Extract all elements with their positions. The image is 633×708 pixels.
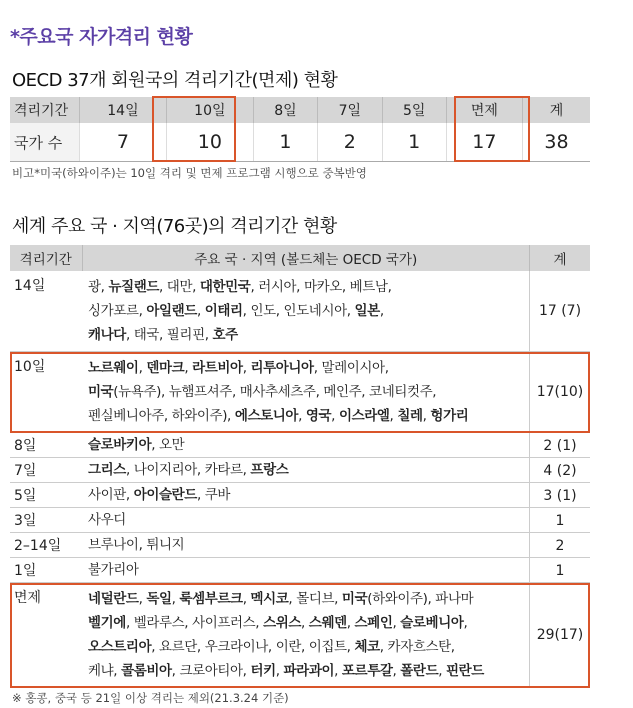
total-cell: 2 (1) [530, 433, 591, 458]
country-text: , [463, 615, 468, 631]
oecd-country-text: 리투아니아 [250, 360, 314, 376]
country-line [88, 356, 523, 380]
country-text: , 대만, [159, 279, 200, 295]
country-text: , 인도, 인도네시아, [242, 303, 355, 319]
country-text: 사우디 [88, 512, 126, 528]
oecd-value: 1 [253, 123, 317, 162]
oecd-row-header: 격리기간 [10, 97, 80, 123]
oecd-country-text: 독일 [146, 591, 172, 607]
country-line [88, 535, 523, 555]
oecd-country-text: 아일랜드 [146, 303, 197, 319]
oecd-country-text: 터키 [250, 663, 276, 679]
countries-cell [82, 558, 530, 583]
country-text: , 쿠바 [196, 487, 231, 503]
oecd-country-text: 뉴질랜드 [108, 279, 160, 295]
oecd-country-text: 아이슬란드 [133, 487, 197, 503]
oecd-col-header: 8일 [253, 97, 317, 123]
table-row [10, 352, 590, 433]
period-cell: 2–14일 [10, 533, 82, 558]
total-cell: 29(17) [530, 583, 591, 688]
country-line [88, 635, 523, 659]
country-text: , [242, 591, 251, 607]
oecd-country-text: 노르웨이 [88, 360, 139, 376]
oecd-country-text: 라트비아 [192, 360, 243, 376]
country-text: (뉴욕주), 뉴햄프셔주, 매사추세츠주, 메인주, 코네티컷주, [113, 384, 437, 400]
table-row [10, 433, 590, 458]
total-cell: 4 (2) [530, 458, 591, 483]
country-text: , [422, 408, 431, 424]
oecd-country-text: 콜롬비아 [121, 663, 172, 679]
oecd-country-text: 룩셈부르크 [179, 591, 243, 607]
country-text: , 벨라루스, 사이프러스, [125, 615, 264, 631]
table-row [10, 458, 590, 483]
oecd-country-text: 이태리 [204, 303, 243, 319]
countries-cell [82, 533, 530, 558]
country-text: 사이판, [88, 487, 134, 503]
country-text: , 카자흐스탄, [379, 639, 455, 655]
country-line [88, 485, 523, 505]
oecd-country-text: 헝가리 [430, 408, 469, 424]
period-cell: 10일 [10, 352, 82, 433]
country-text: , [346, 615, 355, 631]
country-text: 광, [88, 279, 109, 295]
world-header-row [10, 245, 590, 271]
oecd-col-header: 계 [522, 97, 590, 123]
oecd-country-text: 슬로바키아 [88, 437, 152, 453]
country-text: , 오만 [151, 437, 185, 453]
oecd-value: 1 [382, 123, 446, 162]
country-line [88, 380, 523, 404]
footnote: ※ 홍콩, 중국 등 21일 이상 격리는 제외(21.3.24 기준) [12, 691, 289, 705]
oecd-country-text: 파라과이 [283, 663, 335, 679]
oecd-country-text: 영국 [305, 408, 332, 424]
country-text: , [389, 408, 398, 424]
country-text: , [184, 360, 193, 376]
countries-cell [82, 583, 530, 688]
oecd-country-text: 대한민국 [199, 279, 251, 295]
table-row [10, 271, 590, 352]
total-cell: 1 [530, 508, 591, 533]
country-text: , 요르단, 우크라이나, 이란, 이집트, [151, 639, 355, 655]
page-title: *주요국 자가격리 현황 [10, 26, 193, 48]
total-cell: 17(10) [530, 352, 591, 433]
table-row [10, 483, 590, 508]
total-cell: 1 [530, 558, 591, 583]
oecd-country-text: 에스토니아 [234, 408, 299, 424]
countries-cell [82, 458, 530, 483]
table-row [10, 583, 590, 688]
country-text: , 크로아티아, [171, 663, 251, 679]
country-text: (하와이주), 파나마 [367, 591, 474, 607]
country-line [88, 299, 523, 323]
oecd-country-text: 멕시코 [250, 591, 289, 607]
oecd-value: 7 [80, 123, 167, 162]
oecd-country-text: 칠레 [397, 408, 423, 424]
oecd-col-header: 5일 [382, 97, 446, 123]
oecd-country-text: 스페인 [354, 615, 393, 631]
oecd-country-text: 슬로베니아 [400, 615, 464, 631]
country-line [88, 560, 523, 580]
country-text: , [242, 360, 251, 376]
period-cell: 5일 [10, 483, 82, 508]
oecd-country-text: 포르투갈 [341, 663, 393, 679]
period-cell: 8일 [10, 433, 82, 458]
oecd-country-text: 일본 [354, 303, 380, 319]
countries-cell [82, 271, 530, 352]
table-row [10, 558, 590, 583]
oecd-col-header: 7일 [318, 97, 382, 123]
country-line [88, 435, 523, 455]
country-text: , [275, 663, 284, 679]
oecd-value: 38 [522, 123, 590, 162]
country-text: , [301, 615, 309, 631]
oecd-row-label: 국가 수 [10, 123, 80, 162]
country-text: , [392, 663, 401, 679]
country-line [88, 404, 523, 428]
country-text: , [298, 408, 306, 424]
country-text: , [334, 663, 342, 679]
oecd-value: 17 [446, 123, 522, 162]
table-row [10, 508, 590, 533]
country-text: , 러시아, 마카오, 베트남, [250, 279, 392, 295]
oecd-value-row [10, 123, 590, 162]
world-heading: 세계 주요 국 · 지역(76곳)의 격리기간 현황 [12, 216, 337, 237]
oecd-country-text: 미국 [88, 384, 114, 400]
countries-cell [82, 483, 530, 508]
country-text: , [138, 591, 147, 607]
country-text: , [379, 303, 384, 319]
period-cell: 14일 [10, 271, 82, 352]
oecd-country-text: 미국 [341, 591, 368, 607]
country-text: , [438, 663, 447, 679]
oecd-country-text: 덴마크 [146, 360, 185, 376]
oecd-country-text: 스위스 [263, 615, 301, 631]
country-text: 케냐, [88, 663, 122, 679]
country-text: , [331, 408, 339, 424]
country-line [88, 587, 523, 611]
country-line [88, 659, 523, 683]
world-col-header: 계 [530, 245, 591, 271]
oecd-country-text: 네덜란드 [88, 591, 139, 607]
oecd-value: 2 [318, 123, 382, 162]
period-cell: 7일 [10, 458, 82, 483]
period-cell: 1일 [10, 558, 82, 583]
oecd-header-row [10, 97, 590, 123]
oecd-col-header: 면제 [446, 97, 522, 123]
oecd-country-text: 벨기에 [88, 615, 126, 631]
country-text: , [171, 591, 180, 607]
oecd-country-text: 핀란드 [446, 663, 484, 679]
period-cell: 면제 [10, 583, 82, 688]
country-text: , [196, 303, 205, 319]
country-text: 펜실베니아주, 하와이주), [88, 408, 235, 424]
country-text: 싱가포르, [88, 303, 147, 319]
oecd-value: 10 [166, 123, 253, 162]
oecd-note: 비고*미국(하와이주)는 10일 격리 및 면제 프로그램 시행으로 중복반영 [12, 166, 367, 180]
country-text: , 몰디브, [288, 591, 342, 607]
oecd-col-header: 10일 [166, 97, 253, 123]
oecd-country-text: 스웨덴 [308, 615, 347, 631]
oecd-country-text: 체코 [354, 639, 380, 655]
oecd-country-text: 폴란드 [400, 663, 439, 679]
total-cell: 2 [530, 533, 591, 558]
country-line [88, 275, 523, 299]
country-line [88, 510, 523, 530]
oecd-country-text: 호주 [212, 327, 238, 343]
oecd-country-text: 프랑스 [250, 462, 289, 478]
period-cell: 3일 [10, 508, 82, 533]
oecd-table [10, 97, 590, 162]
countries-cell [82, 508, 530, 533]
world-col-header: 주요 국 · 지역 (볼드체는 OECD 국가) [82, 245, 530, 271]
oecd-country-text: 캐나다 [88, 327, 126, 343]
oecd-col-header: 14일 [80, 97, 167, 123]
country-text: , [138, 360, 147, 376]
country-line [88, 611, 523, 635]
oecd-heading: OECD 37개 회원국의 격리기간(면제) 현황 [12, 70, 338, 91]
world-table [10, 245, 590, 688]
country-line [88, 460, 523, 480]
country-text: , 나이지리아, 카타르, [125, 462, 251, 478]
country-text: , 태국, 필리핀, [125, 327, 213, 343]
oecd-country-text: 이스라엘 [338, 408, 390, 424]
country-text: 불가리아 [88, 562, 139, 578]
table-row [10, 533, 590, 558]
total-cell: 3 (1) [530, 483, 591, 508]
countries-cell [82, 433, 530, 458]
oecd-country-text: 오스트리아 [88, 639, 152, 655]
country-text: , 말레이시아, [313, 360, 389, 376]
country-text: 브루나이, 튀니지 [88, 537, 185, 553]
country-text: , [392, 615, 401, 631]
country-line [88, 323, 523, 347]
countries-cell [82, 352, 530, 433]
total-cell: 17 (7) [530, 271, 591, 352]
world-col-header: 격리기간 [10, 245, 82, 271]
oecd-country-text: 그리스 [88, 462, 126, 478]
